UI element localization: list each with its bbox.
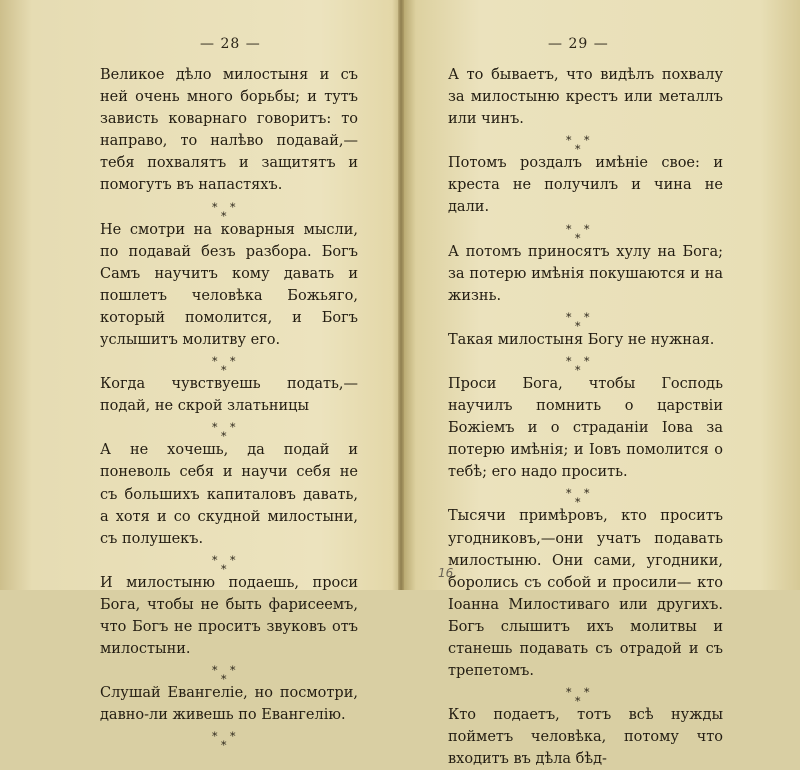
asterism: * * *: [566, 134, 590, 157]
asterism: * * *: [566, 354, 590, 377]
paragraph: И милостыню подаешь, проси Бога, чтобы не быть фарисеемъ, что Богъ не проситъ звуковъ отъ милостыни.: [100, 574, 358, 658]
paragraph: Проси Бога, чтобы Господь научилъ помнить о царствіи Божіемъ и о страданіи Іова за потерю имѣнія; и Іовъ помолится о тебѣ; его надо просить.: [448, 375, 723, 481]
right-page: [400, 0, 800, 768]
page-number-left: — 28 —: [200, 36, 261, 52]
paragraph: Не смотри на коварныя мысли, по подавай безъ разбора. Богъ Самъ научитъ кому давать и пошлетъ человѣка Божьяго, который помолится, и Богъ услышитъ молитву его.: [100, 221, 358, 349]
paragraph: Кто подаетъ, тотъ всѣ нужды пойметъ человѣка, потому что входитъ въ дѣла бѣд-: [448, 707, 723, 768]
asterism: * * *: [212, 553, 236, 576]
paragraph: А то бываетъ, что видѣлъ похвалу за милостыню крестъ или металлъ или чинъ.: [448, 67, 723, 128]
asterism: * * *: [212, 730, 236, 753]
asterism: * * *: [212, 200, 236, 223]
paragraph: Когда чувствуешь подать,—подай, не скрой златьницы: [100, 376, 358, 415]
right-page-text: [448, 64, 723, 770]
asterism: * * *: [212, 421, 236, 444]
left-page: [0, 0, 400, 753]
paragraph: Великое дѣло милостыня и съ ней очень много борьбы; и тутъ зависть коварнаго говоритъ: то направо, то налѣво подавай,—тебя похвалятъ и защитятъ и помогутъ въ напастяхъ.: [100, 67, 358, 194]
asterism: * * *: [212, 355, 236, 378]
page-number-right: — 29 —: [548, 36, 609, 52]
asterism: * * *: [566, 222, 590, 245]
paragraph: А потомъ приносятъ хулу на Бога; за потерю имѣнія покушаются и на жизнь.: [448, 243, 723, 304]
paragraph: А не хочешь, да подай и поневоль себя и научи себя не съ большихъ капиталовъ давать, а хотя и со скудной милостыни, съ полушекъ.: [100, 442, 358, 547]
paragraph: Потомъ роздалъ имѣніе свое: и креста не получилъ и чина не дали.: [448, 155, 723, 216]
pencil-annotation: 16: [438, 566, 454, 580]
paragraph: Тысячи примѣровъ, кто проситъ угодниковъ,—они учатъ подавать милостыню. Они сами, угодники, боролись съ собой и просили— кто Іоанна Милостиваго или другихъ. Богъ слышитъ ихъ молитвы и станешь подавать съ отрадой и съ трепетомъ.: [448, 508, 723, 680]
asterism: * * *: [566, 686, 590, 709]
left-page-text: [100, 64, 358, 753]
asterism: * * *: [566, 310, 590, 333]
asterism: * * *: [212, 664, 236, 687]
paragraph: Слушай Евангеліе, но посмотри, давно-ли живешь по Евангелію.: [100, 685, 358, 724]
asterism: * * *: [566, 487, 590, 510]
paragraph: Такая милостыня Богу не нужная.: [448, 331, 715, 348]
